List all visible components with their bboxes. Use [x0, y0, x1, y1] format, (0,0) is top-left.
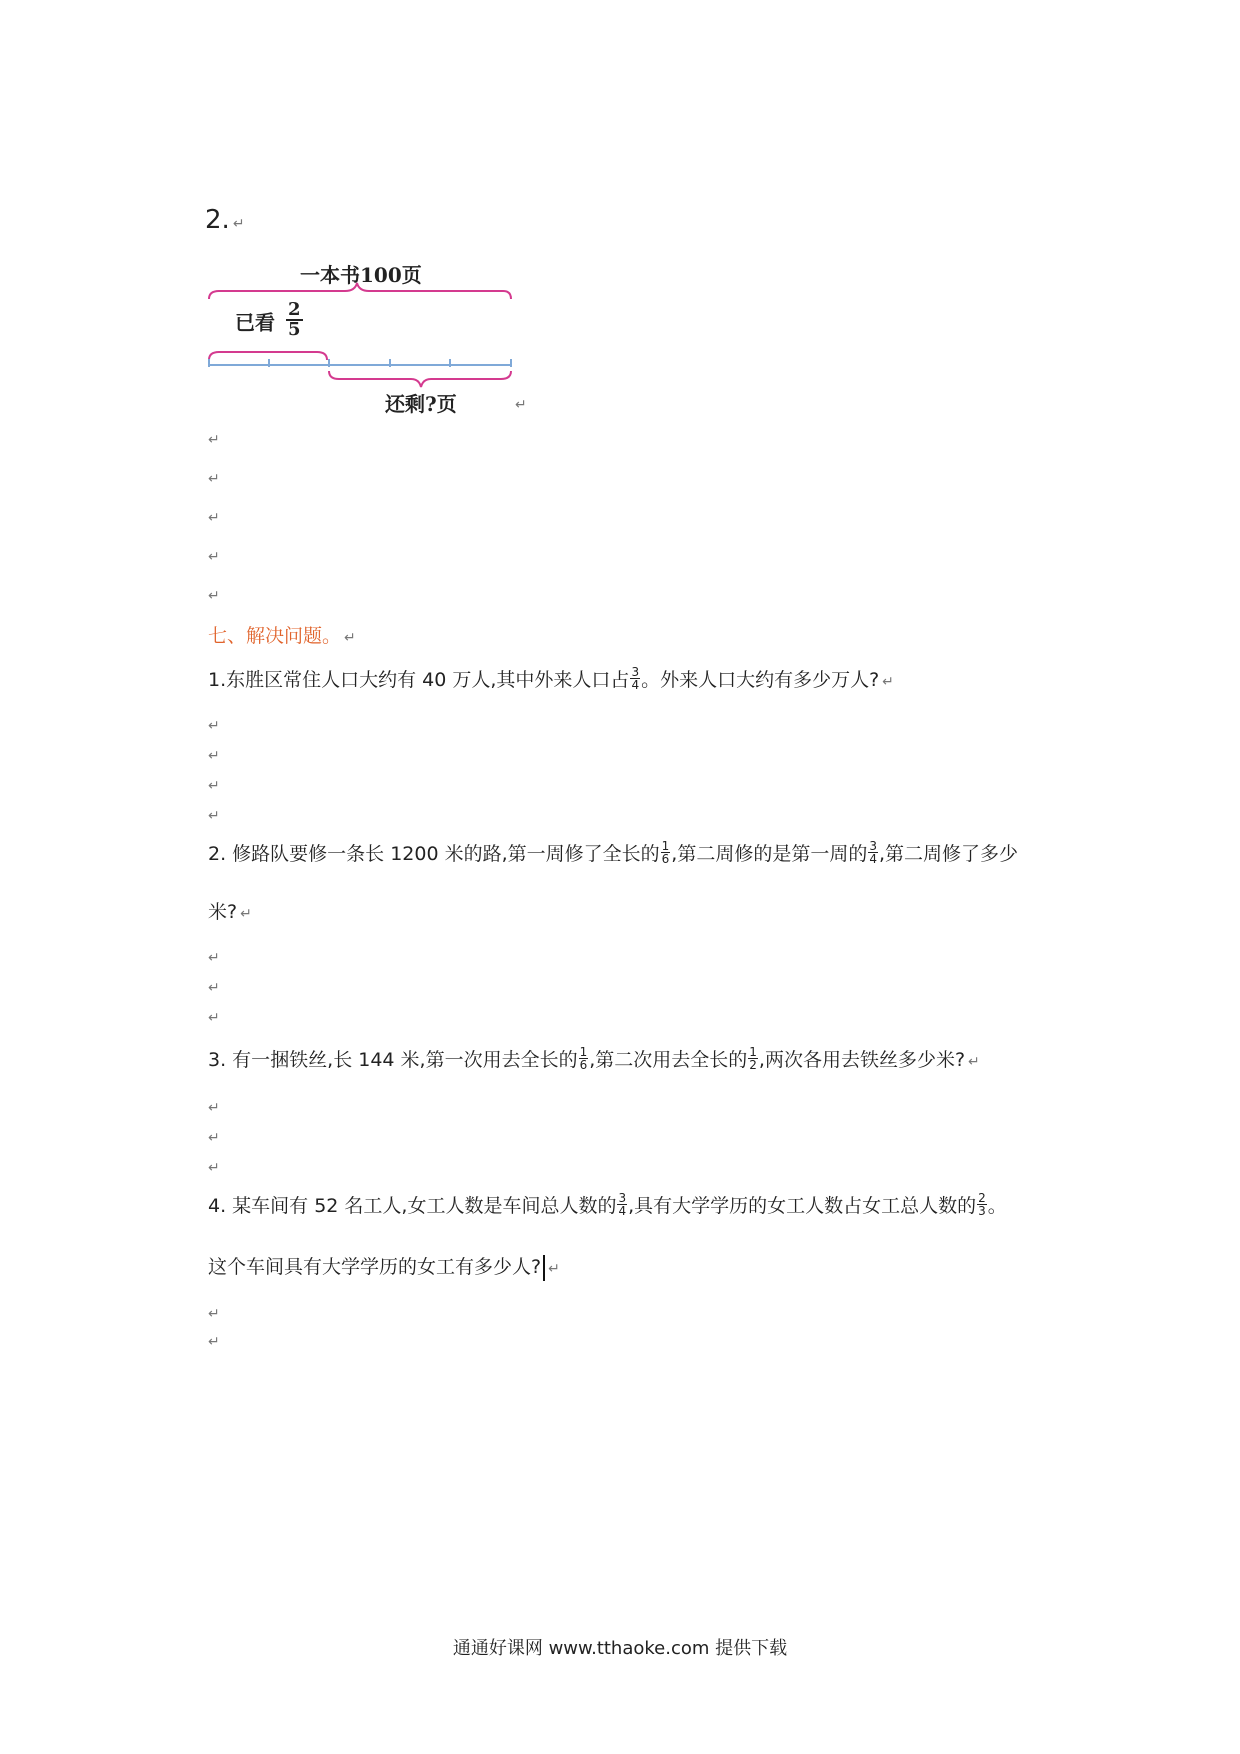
empty-paragraph-mark: ↵: [208, 471, 220, 487]
fraction: [579, 1046, 589, 1071]
empty-paragraph-mark: ↵: [208, 510, 220, 526]
problem-text: 2. 修路队要修一条长 1200 米的路,第一周修了全长的: [208, 843, 660, 865]
question-2-label-row: [205, 205, 245, 235]
text-cursor: [543, 1255, 545, 1281]
remaining-label: 还剩?页: [385, 392, 457, 416]
empty-paragraph-mark: ↵: [208, 1130, 220, 1146]
fraction-denominator: 4: [618, 1204, 627, 1218]
fraction-numerator: 3: [618, 1191, 627, 1205]
problem-1: [208, 666, 894, 696]
remaining-brace: [329, 371, 511, 387]
empty-paragraph-mark: ↵: [208, 1160, 220, 1176]
empty-paragraph-mark: ↵: [208, 588, 220, 604]
paragraph-mark: ↵: [548, 1261, 560, 1277]
paragraph-mark: ↵: [882, 674, 894, 690]
fraction: [617, 1192, 627, 1217]
empty-paragraph-mark: ↵: [208, 748, 220, 764]
fraction-denominator: 6: [661, 852, 670, 866]
problem-2: [208, 840, 1018, 868]
read-brace: [209, 352, 327, 360]
fraction: [661, 840, 671, 865]
section-heading-row: [208, 622, 356, 652]
paragraph-mark: ↵: [232, 216, 245, 232]
read-text: 已看: [235, 310, 275, 335]
paragraph-mark: ↵: [968, 1054, 980, 1070]
paragraph-mark: ↵: [344, 630, 356, 646]
paragraph-mark: ↵: [515, 397, 527, 413]
problem-text: 1.东胜区常住人口大约有 40 万人,其中外来人口占: [208, 669, 630, 691]
fraction-denominator: 3: [978, 1204, 986, 1218]
empty-paragraph-mark: ↵: [208, 950, 220, 966]
empty-paragraph-mark: ↵: [208, 1306, 220, 1322]
fraction-numerator: 2: [287, 299, 301, 320]
empty-paragraph-mark: ↵: [208, 1334, 220, 1350]
problem-text: ,第二次用去全长的: [589, 1049, 748, 1071]
fraction: [977, 1192, 987, 1217]
fraction: [868, 840, 878, 865]
fraction: [630, 666, 640, 691]
problem-2-continued: [208, 898, 252, 928]
empty-paragraph-mark: ↵: [208, 808, 220, 824]
read-label: [235, 299, 303, 343]
question-number: 2.: [205, 205, 230, 235]
problem-text: 。外来人口大约有多少万人?: [641, 669, 880, 691]
fraction-denominator: 4: [869, 852, 877, 866]
fraction-denominator: 6: [579, 1058, 588, 1072]
section-heading: 七、解决问题。: [208, 625, 342, 647]
page-footer: 通通好课网 www.tthaoke.com 提供下载: [452, 1638, 788, 1659]
empty-paragraph-mark: ↵: [208, 980, 220, 996]
fraction-numerator: 3: [869, 839, 877, 853]
empty-paragraph-mark: ↵: [208, 1100, 220, 1116]
problem-4-continued: [208, 1253, 560, 1283]
paragraph-mark: ↵: [240, 906, 252, 922]
empty-paragraph-mark: ↵: [208, 778, 220, 794]
problem-text: ,第二周修的是第一周的: [671, 843, 868, 865]
empty-paragraph-mark: ↵: [208, 432, 220, 448]
fraction: [748, 1046, 758, 1071]
problem-text: ,第二周修了多少: [878, 843, 1019, 865]
total-pages-label: 一本书100页: [300, 263, 422, 287]
problem-4: [208, 1192, 1007, 1220]
empty-paragraph-mark: ↵: [208, 1010, 220, 1026]
fraction-numerator: 1: [749, 1045, 757, 1059]
fraction-numerator: 1: [661, 839, 670, 853]
fraction-denominator: 5: [287, 319, 301, 340]
problem-text: ,具有大学学历的女工人数占女工总人数的: [628, 1195, 977, 1217]
problem-text: 这个车间具有大学学历的女工有多少人?: [208, 1256, 542, 1278]
empty-paragraph-mark: ↵: [208, 718, 220, 734]
problem-text: 米?: [208, 901, 238, 923]
empty-paragraph-mark: ↵: [208, 549, 220, 565]
fraction-denominator: 4: [631, 678, 640, 692]
fraction-numerator: 2: [978, 1191, 986, 1205]
line-segment-diagram: [205, 255, 535, 420]
problem-text: 4. 某车间有 52 名工人,女工人数是车间总人数的: [208, 1195, 617, 1217]
read-fraction: [286, 301, 303, 339]
problem-text: 。: [987, 1195, 1007, 1217]
fraction-numerator: 3: [631, 665, 640, 679]
problem-3: [208, 1046, 980, 1076]
problem-text: 3. 有一捆铁丝,长 144 米,第一次用去全长的: [208, 1049, 578, 1071]
fraction-numerator: 1: [579, 1045, 588, 1059]
problem-text: ,两次各用去铁丝多少米?: [758, 1049, 966, 1071]
fraction-denominator: 2: [749, 1058, 757, 1072]
